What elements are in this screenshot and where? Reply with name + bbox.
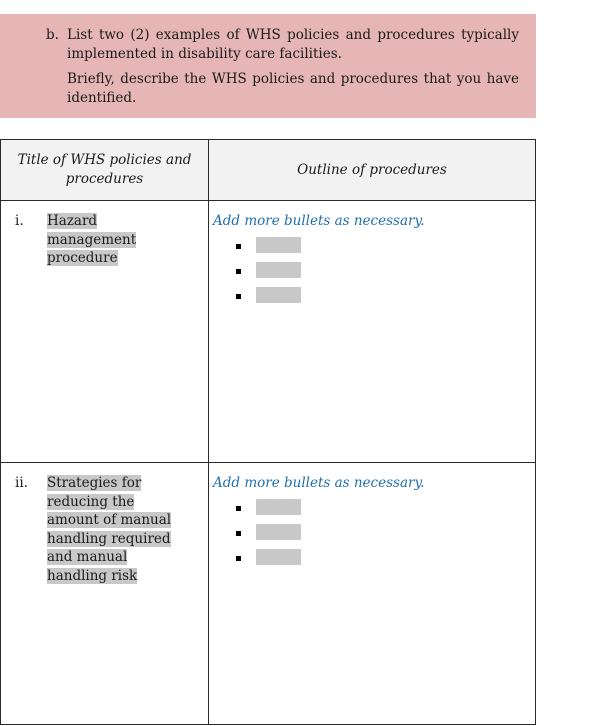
bullet-square-icon bbox=[236, 244, 241, 249]
policy-title bbox=[47, 474, 190, 585]
bullet-placeholder[interactable] bbox=[256, 524, 301, 540]
row-numeral: i. bbox=[15, 213, 24, 229]
whs-policies-table bbox=[0, 139, 536, 725]
bullet-item[interactable] bbox=[209, 262, 535, 287]
bullet-square-icon bbox=[236, 269, 241, 274]
instruction-note: Add more bullets as necessary. bbox=[213, 213, 425, 229]
question-line-2: Briefly, describe the WHS policies and procedures that you have identified. bbox=[67, 71, 519, 106]
table-row bbox=[1, 201, 536, 463]
bullet-item[interactable] bbox=[209, 287, 535, 312]
title-cell[interactable] bbox=[1, 463, 209, 725]
bullet-item[interactable] bbox=[209, 524, 535, 549]
bullet-square-icon bbox=[236, 294, 241, 299]
row-numeral: ii. bbox=[15, 475, 28, 491]
title-cell[interactable] bbox=[1, 201, 209, 463]
policy-title-text: Hazard management procedure bbox=[47, 213, 137, 266]
header-outline-column: Outline of procedures bbox=[209, 140, 536, 201]
bullet-item[interactable] bbox=[209, 549, 535, 574]
bullet-square-icon bbox=[236, 506, 241, 511]
bullet-item[interactable] bbox=[209, 237, 535, 262]
outline-cell[interactable] bbox=[209, 201, 536, 463]
policy-title bbox=[47, 212, 190, 268]
table-header-row bbox=[1, 140, 536, 201]
bullet-placeholder[interactable] bbox=[256, 237, 301, 253]
header-title-column: Title of WHS policies and procedures bbox=[1, 140, 209, 201]
bullet-placeholder[interactable] bbox=[256, 549, 301, 565]
bullet-placeholder[interactable] bbox=[256, 499, 301, 515]
bullet-placeholder[interactable] bbox=[256, 287, 301, 303]
question-letter: b. bbox=[46, 27, 59, 43]
question-text bbox=[67, 26, 519, 114]
bullet-square-icon bbox=[236, 556, 241, 561]
table-row bbox=[1, 463, 536, 725]
bullet-item[interactable] bbox=[209, 499, 535, 524]
policy-title-text: Strategies for reducing the amount of manual handling required and manual handling risk bbox=[47, 475, 172, 584]
bullet-square-icon bbox=[236, 531, 241, 536]
instruction-note: Add more bullets as necessary. bbox=[213, 475, 425, 491]
bullet-list bbox=[209, 237, 535, 312]
outline-cell[interactable] bbox=[209, 463, 536, 725]
question-box bbox=[0, 14, 536, 118]
bullet-placeholder[interactable] bbox=[256, 262, 301, 278]
bullet-list bbox=[209, 499, 535, 574]
question-line-1: List two (2) examples of WHS policies and procedures typically implemented in disability care facilities. bbox=[67, 27, 519, 62]
